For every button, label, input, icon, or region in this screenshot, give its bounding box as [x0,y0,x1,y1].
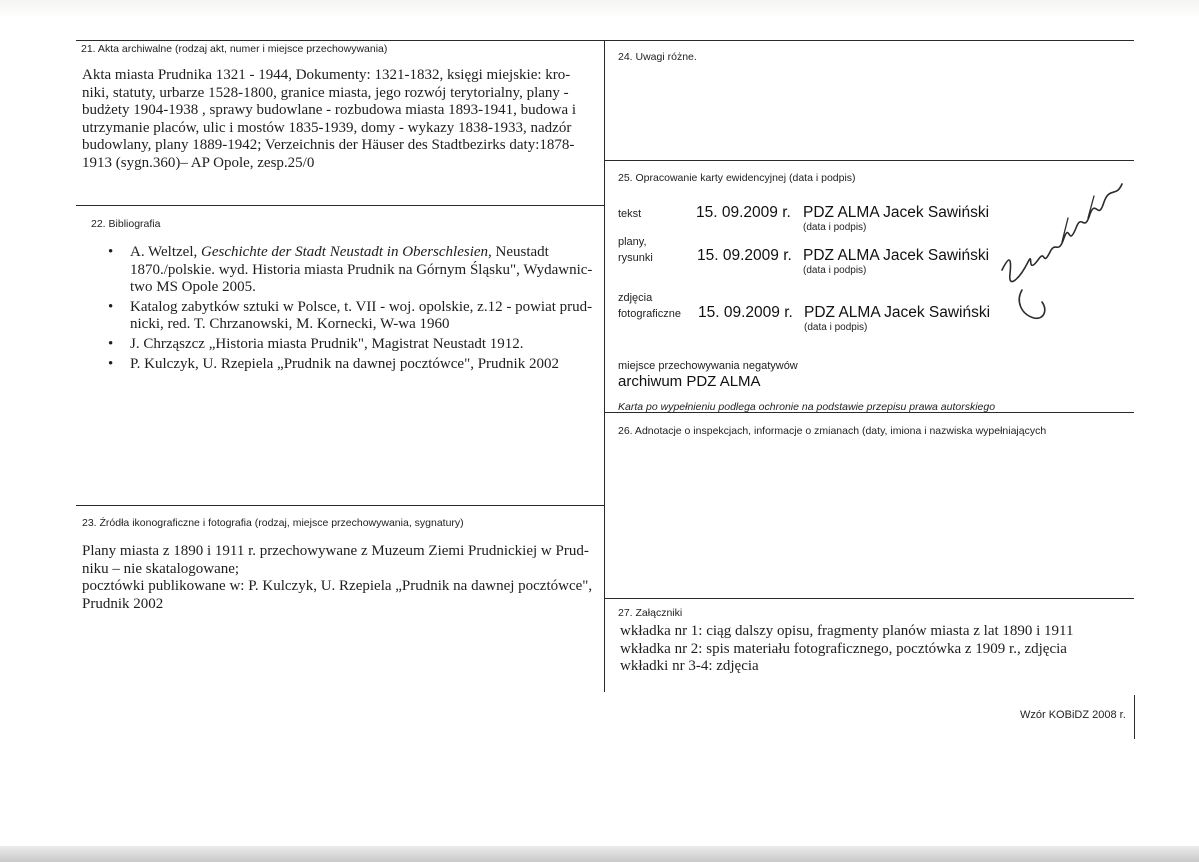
rule-26-27 [604,598,1134,599]
bib-place: Neustadt [491,244,549,260]
row-sub: (data i podpis) [803,265,867,276]
handwritten-signature [998,178,1128,328]
row-label-fotograficzne: fotograficzne [618,308,681,320]
row-label-plany: plany, [618,236,647,248]
bibliography-item [102,336,592,354]
section-27-body [620,623,1074,676]
section-21-header: 21. Akta archiwalne (rodzaj akt, numer i miejsce przechowywania) [81,43,388,55]
negatives-value: archiwum PDZ ALMA [618,373,761,390]
bib-line: • P. Kulczyk, U. Rzepiela „Prudnik na dawnej pocztówce", Prudnik 2002 [130,355,559,372]
section-27-header: 27. Załączniki [618,607,683,619]
bib-line: two MS Opole 2005. [130,279,256,296]
row-author: PDZ ALMA Jacek Sawiński [803,204,990,221]
bib-author: A. Weltzel, [130,244,201,260]
section-23-body [82,543,592,613]
scan-bottom-edge [0,846,1199,862]
row-date: 15. 09.2009 r. [697,247,792,264]
row-label-zdjecia: zdjęcia [618,292,653,304]
bib-line: • J. Chrząszcz „Historia miasta Prudnik", Magistrat Neustadt 1912. [130,335,524,352]
scan-top-edge [0,0,1199,18]
section-26-header: 26. Adnotacje o inspekcjach, informacje o zmianach (daty, imiona i nazwiska wypełniających [618,425,1047,437]
section-21-line: utrzymanie placów, ulic i mostów 1835-1939, domy - wykazy 1838-1933, nadzór [82,119,572,136]
rule-21-22 [76,205,604,206]
section-23-line: Plany miasta z 1890 i 1911 r. przechowywane z Muzeum Ziemi Prudnickiej w Prud- [82,543,589,559]
section-21-line: niki, statuty, urbarze 1528-1800, granice miasta, jego rozwój terytorialny, plany - [82,84,569,101]
row-label-tekst: tekst [618,208,642,220]
bibliography-list [102,244,592,375]
row-label-rysunki: rysunki [618,252,653,264]
form-template-label: Wzór KOBiDZ 2008 r. [1020,709,1126,721]
bib-line: nicki, red. T. Chrzanowski, M. Kornecki, W-wa 1960 [130,316,450,333]
row-author: PDZ ALMA Jacek Sawiński [804,304,991,321]
section-21-body [82,67,576,173]
column-divider [604,40,605,692]
bibliography-item [102,299,592,334]
section-23-line: Prudnik 2002 [82,595,164,612]
section-21-line: budżety 1904-1938 , sprawy budowlane - rozbudowa miasta 1893-1941, budowa i [82,102,577,119]
bibliography-item [102,244,592,297]
bib-line: • Katalog zabytków sztuki w Polsce, t. VII - woj. opolskie, z.12 - powiat prud- [130,298,593,315]
rule-22-23 [76,505,604,506]
section-21-line: Akta miasta Prudnika 1321 - 1944, Dokumenty: 1321-1832, księgi miejskie: kro- [82,67,571,83]
row-date: 15. 09.2009 r. [698,304,793,321]
row-sub: (data i podpis) [803,222,867,233]
attachment-line: wkładka nr 1: ciąg dalszy opisu, fragmenty planów miasta z lat 1890 i 1911 [620,623,1074,639]
negatives-label: miejsce przechowywania negatywów [618,360,798,372]
attachment-line: wkładka nr 2: spis materiału fotograficznego, pocztówka z 1909 r., zdjęcia [620,640,1067,657]
attachment-line: wkładki nr 3-4: zdjęcia [620,658,759,675]
section-24-header: 24. Uwagi różne. [618,51,697,63]
row-date: 15. 09.2009 r. [696,204,791,221]
section-23-header: 23. Źródła ikonograficzne i fotografia (rodzaj, miejsce przechowywania, sygnatury) [82,517,464,529]
bibliography-item [102,356,592,374]
section-23-line: niku – nie skatalogowane; [82,560,240,577]
section-22-header: 22. Bibliografia [91,218,161,230]
row-author: PDZ ALMA Jacek Sawiński [803,247,990,264]
bib-line: 1870./polskie. wyd. Historia miasta Prudnik na Górnym Śląsku", Wydawnic- [130,261,593,278]
rule-24-25 [604,160,1134,161]
row-sub: (data i podpis) [804,322,868,333]
footer-rule [1134,695,1135,739]
section-21-line: budowlany, plany 1889-1942; Verzeichnis der Häuser des Stadtbezirks daty:1878- [82,137,575,154]
section-23-line: pocztówki publikowane w: P. Kulczyk, U. Rzepiela „Prudnik na dawnej pocztówce", [82,578,593,595]
section-21-line: 1913 (sygn.360)– AP Opole, zesp.25/0 [82,154,315,171]
section-25-header: 25. Opracowanie karty ewidencyjnej (data i podpis) [618,172,856,184]
bib-title: Geschichte der Stadt Neustadt in Oberschlesien, [201,244,492,260]
rule-top [76,40,1134,41]
copyright-note: Karta po wypełnieniu podlega ochronie na podstawie przepisu prawa autorskiego [618,401,996,413]
